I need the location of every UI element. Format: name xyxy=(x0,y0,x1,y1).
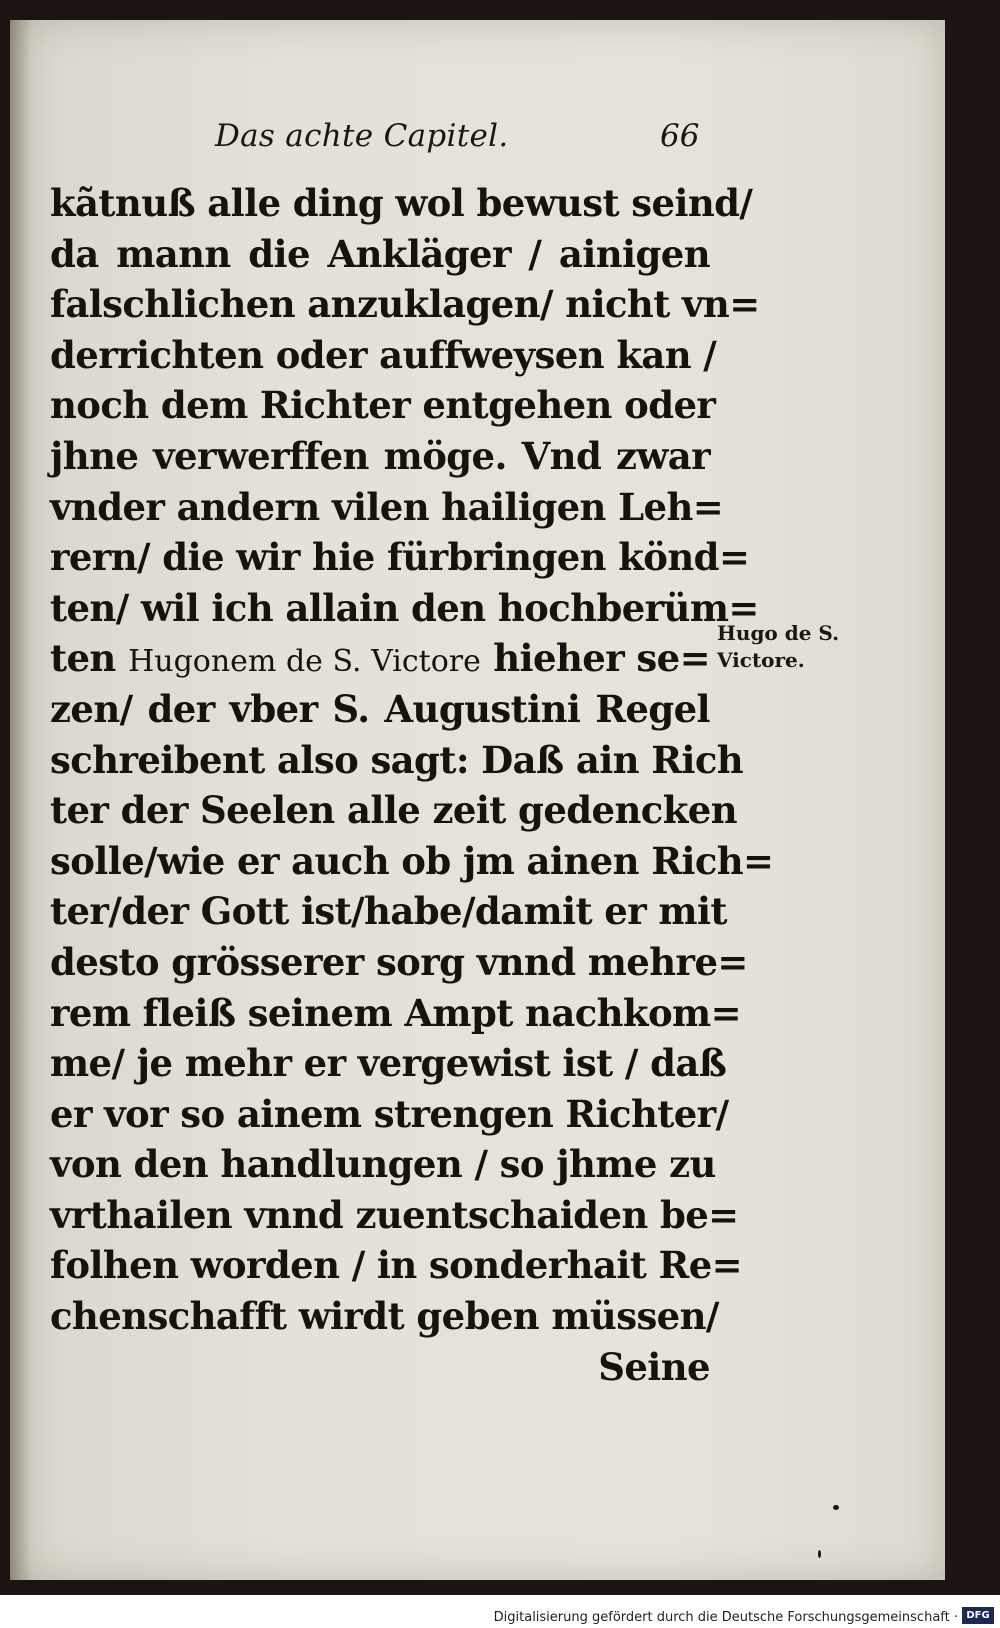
marginal-note xyxy=(717,620,839,674)
dfg-logo: DFG xyxy=(962,1607,994,1624)
antiqua-name: Hugonem de S. Victore xyxy=(128,644,481,680)
text-line: falschlichen anzuklagen/ nicht vn= xyxy=(50,282,760,327)
text-line: rern/ die wir hie fürbringen könd= xyxy=(50,535,750,580)
text-line: kãtnuß alle ding wol bewust seind/ xyxy=(50,181,753,225)
line-end: hieher se= xyxy=(493,636,710,681)
text-line: me/ je mehr er vergewist ist / daß xyxy=(50,1041,727,1086)
text-line: ter der Seelen alle zeit gedencken xyxy=(50,788,737,833)
book-page xyxy=(10,20,945,1580)
text-line: zen/ der vber S. Augustini Regel xyxy=(50,686,710,731)
text-line: da mann die Ankläger / ainigen xyxy=(50,231,710,276)
page-number: 66 xyxy=(660,118,700,154)
text-line: von den handlungen / so jhme zu xyxy=(50,1142,716,1187)
text-line: ten/ wil ich allain den hochberüm= xyxy=(50,585,759,630)
digitization-credit: Digitalisierung gefördert durch die Deutsche Forschungsgemeinschaft · xyxy=(493,1610,958,1625)
marginal-note-line: Victore. xyxy=(717,648,805,672)
body-text xyxy=(50,178,774,1392)
text-line: rem fleiß seinem Ampt nachkom= xyxy=(50,990,741,1035)
line-start: ten xyxy=(50,636,116,681)
text-line: vnder andern vilen hailigen Leh= xyxy=(50,484,724,529)
text-line: folhen worden / in sonderhait Re= xyxy=(50,1243,743,1288)
catchword: Seine xyxy=(598,1344,710,1389)
text-line: noch dem Richter entgehen oder xyxy=(50,383,716,428)
text-line-with-antiqua xyxy=(50,633,710,684)
text-line: solle/wie er auch ob jm ainen Rich= xyxy=(50,838,774,883)
text-line: ter/der Gott ist/habe/damit er mit xyxy=(50,889,727,934)
text-line: desto grösserer sorg vnnd mehre= xyxy=(50,939,748,984)
running-head: Das achte Capitel. xyxy=(215,118,509,154)
ink-speck xyxy=(833,1505,839,1510)
text-line: chenschafft wirdt geben müssen/ xyxy=(50,1294,719,1339)
marginal-note-line: Hugo de S. xyxy=(717,621,840,645)
text-line: er vor so ainem strengen Richter/ xyxy=(50,1091,729,1136)
text-line: vrthailen vnnd zuentschaiden be= xyxy=(50,1192,739,1237)
text-line: derrichten oder auffweysen kan / xyxy=(50,332,717,377)
text-line: jhne verwerffen möge. Vnd zwar xyxy=(50,433,710,478)
text-line: schreibent also sagt: Daß ain Rich xyxy=(50,737,744,782)
ink-speck xyxy=(818,1550,821,1558)
